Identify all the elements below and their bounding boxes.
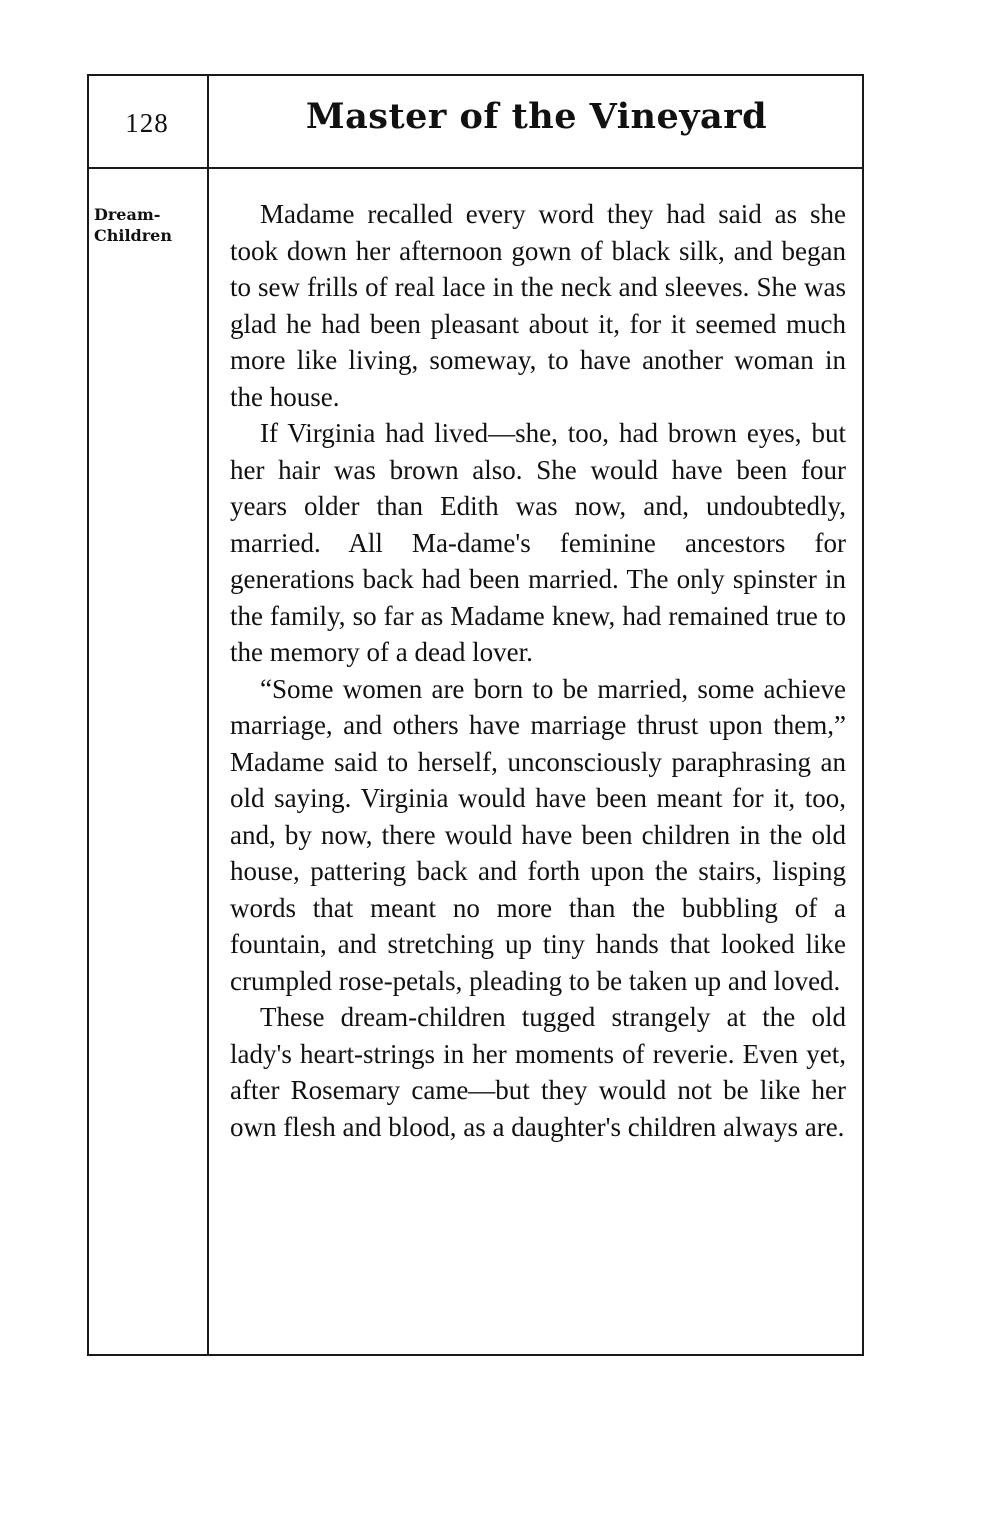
paragraph-2: If Virginia had lived—she, too, had brown eyes, but her hair was brown also. She would have been four years older than Edith was now, and, undoubtedly, married. All Ma-dame's feminine ancestors for generations back had been married. The only spinster in the family, so far as Madame knew, had remained true to the memory of a dead lover.	[230, 418, 846, 667]
sidenote-line-2: Children	[94, 226, 172, 245]
running-title: Master of the Vineyard	[305, 96, 768, 137]
margin-sidenote	[90, 204, 209, 246]
paragraph-4: These dream-children tugged strangely at the old lady's heart-strings in her moments of reverie. Even yet, after Rosemary came—but they would not be like her own flesh and blood, as a daughter's children always are.	[230, 1002, 846, 1142]
paragraph-3: “Some women are born to be married, some achieve marriage, and others have marriage thrust upon them,” Madame said to herself, unconsciously paraphrasing an old saying. Virginia would have been meant for it, too, and, by now, there would have been children in the old house, pattering back and forth upon the stairs, lisping words that meant no more than the bubbling of a fountain, and stretching up tiny hands that looked like crumpled rose-petals, pleading to be taken up and loved.	[230, 673, 846, 996]
margin-column-rule	[207, 74, 209, 1356]
paragraph-1: Madame recalled every word they had said as she took down her afternoon gown of black silk, and began to sew frills of real lace in the neck and sleeves. She was glad he had been pleasant about it, for it seemed much more like living, someway, to have another woman in the house.	[230, 199, 846, 412]
header-rule	[87, 167, 864, 169]
sidenote-line-1: Dream-	[94, 205, 161, 224]
body-text	[230, 196, 846, 1145]
page-number: 128	[125, 108, 169, 138]
